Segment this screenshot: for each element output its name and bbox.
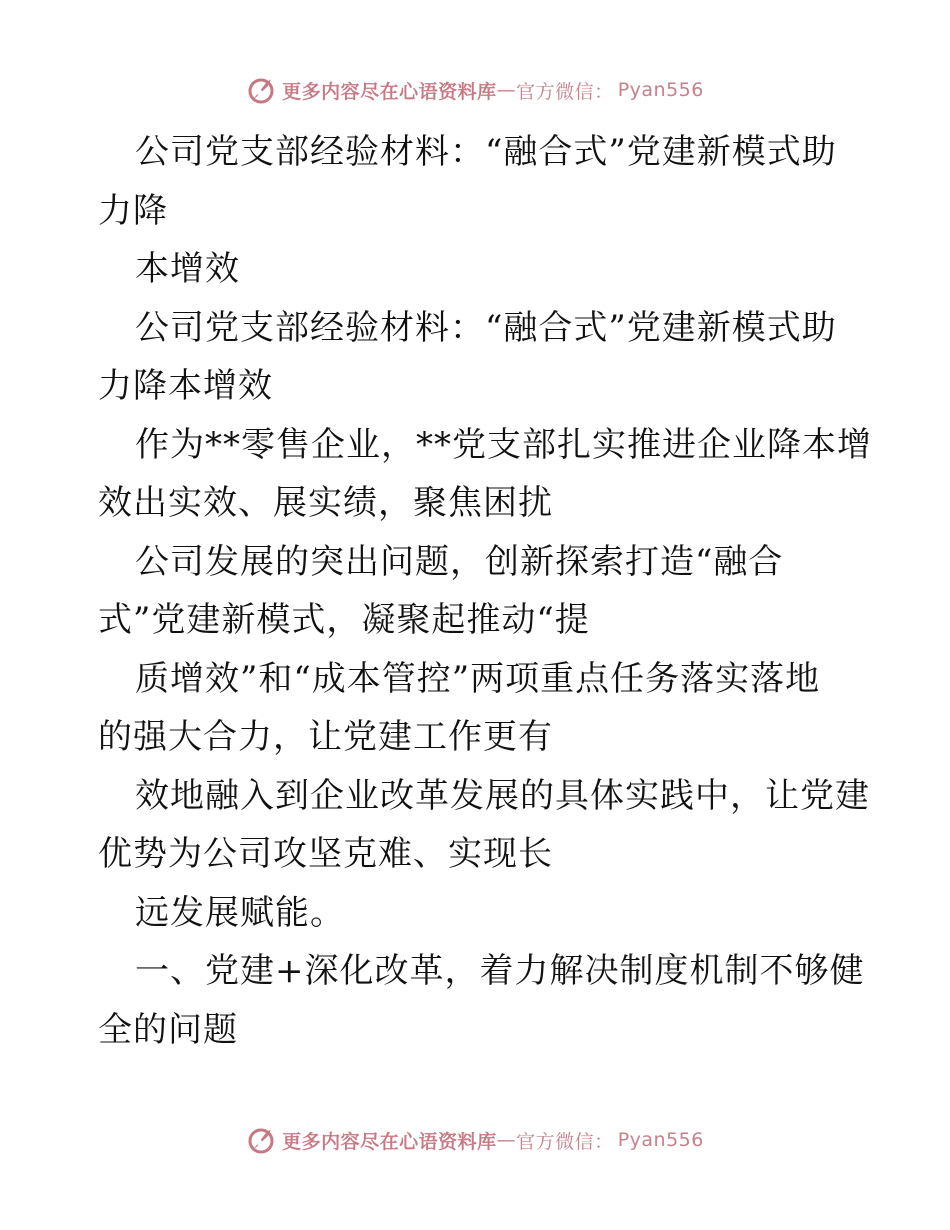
section-heading-line-1: 一、党建+深化改革，着力解决制度机制不够健 (135, 951, 865, 991)
paragraph-line: 作为**零售企业，**党支部扎实推进企业降本增 (135, 424, 872, 465)
watermark-brand-text: 更多内容尽在心语资料库 (282, 80, 497, 103)
watermark-separator: — (496, 79, 517, 101)
section-heading-line-2: 全的问题 (98, 1009, 238, 1050)
watermark-brand-text: 更多内容尽在心语资料库 (282, 1130, 497, 1153)
paragraph-line: 式”党建新模式，凝聚起推动“提 (98, 600, 590, 640)
watermark-official-text: 官方微信： (516, 80, 614, 103)
paragraph-line: 效地融入到企业改革发展的具体实践中，让党建 (135, 775, 870, 816)
paragraph-line: 的强大合力，让党建工作更有 (98, 717, 553, 757)
watermark-separator: — (496, 1129, 517, 1151)
paragraph-line: 远发展赋能。 (135, 892, 345, 933)
footer-watermark (0, 1120, 950, 1160)
pen-circle-logo-icon (246, 75, 276, 105)
title-line-3: 本增效 (135, 249, 240, 289)
title-line-2: 力降 (98, 190, 168, 231)
paragraph-line: 优势为公司攻坚克难、实现长 (98, 834, 553, 874)
paragraph-line: 效出实效、展实绩，聚焦困扰 (98, 483, 553, 523)
watermark-wechat-id: Pyan556 (617, 79, 704, 101)
document-body (98, 123, 872, 1059)
header-watermark (0, 70, 950, 110)
paragraph-line: 质增效”和“成本管控”两项重点任务落实落地 (135, 658, 821, 699)
watermark-wechat-id: Pyan556 (617, 1129, 704, 1151)
title-repeat-line-1: 公司党支部经验材料：“融合式”党建新模式助 (135, 307, 837, 348)
paragraph-line: 公司发展的突出问题，创新探索打造“融合 (135, 541, 784, 582)
watermark-official-text: 官方微信： (516, 1130, 614, 1153)
title-line-1: 公司党支部经验材料：“融合式”党建新模式助 (135, 132, 837, 172)
pen-circle-logo-icon (246, 1125, 276, 1155)
title-repeat-line-2: 力降本增效 (98, 366, 273, 406)
